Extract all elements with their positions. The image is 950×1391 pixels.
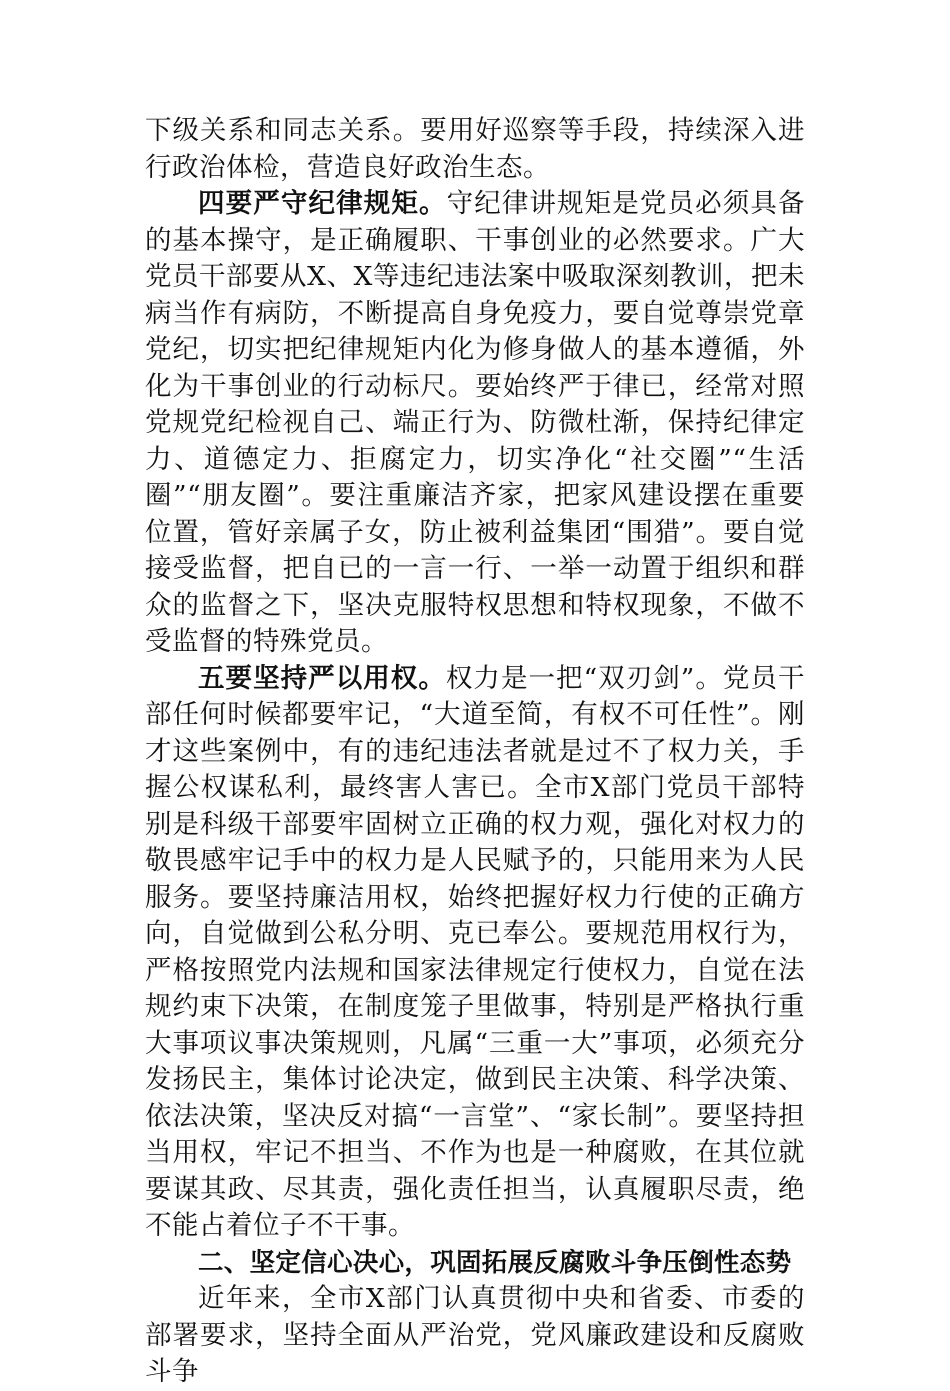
section-5-lead: 五要坚持严以用权。 (198, 662, 446, 694)
paragraph-section-4 (145, 186, 805, 661)
section-5-body: 权力是一把“双刃剑”。党员干部任何时候都要牢记，“大道至简，有权不可任性”。刚才这些案例中，有的违纪违法者就是过不了权力关，手握公权谋私利，最终害人害已。全市X部门党员干部特别是科级干部要牢固树立正确的权力观，强化对权力的敬畏感牢记手中的权力是人民赋予的，只能用来为人民服务。要坚持廉洁用权，始终把握好权力行使的正确方向，自觉做到公私分明、克已奉公。要规范用权行为，严格按照党内法规和国家法律规定行使权力，自觉在法规约束下决策，在制度笼子里做事，特别是严格执行重大事项议事决策规则，凡属“三重一大”事项，必须充分发扬民主，集体讨论决定，做到民主决策、科学决策、依法决策，坚决反对搞“一言堂”、“家长制”。要坚持担当用权，牢记不担当、不作为也是一种腐败，在其位就要谋其政、尽其责，强化责任担当，认真履职尽责，绝不能占着位子不干事。 (145, 662, 805, 1241)
document-page (145, 113, 805, 1391)
paragraph-last: 近年来，全市X部门认真贯彻中央和省委、市委的部署要求，坚持全面从严治党，党风廉政建设和反腐败斗争 (145, 1283, 805, 1387)
section-4-body: 守纪律讲规矩是党员必须具备的基本操守，是正确履职、干事创业的必然要求。广大党员干部要从X、X等违纪违法案中吸取深刻教训，把未病当作有病防，不断提高自身免疫力，要自觉尊崇党章党纪，切实把纪律规矩内化为修身做人的基本遵循，外化为干事创业的行动标尺。要始终严于律已，经常对照党规党纪检视自己、端正行为、防微杜渐，保持纪律定力、道德定力、拒腐定力，切实净化“社交圈”“生活圈”“朋友圈”。要注重廉洁齐家，把家风建设摆在重要位置，管好亲属子女，防止被利益集团“围猎”。要自觉接受监督，把自已的一言一行、一举一动置于组织和群众的监督之下，坚决克服特权思想和特权现象，不做不受监督的特殊党员。 (145, 188, 806, 657)
paragraph-continuation: 下级关系和同志关系。要用好巡察等手段，持续深入进行政治体检，营造良好政治生态。 (145, 115, 805, 183)
paragraph-section-5 (145, 661, 805, 1245)
section-heading-2: 二、坚定信心决心，巩固拓展反腐败斗争压倒性态势 (198, 1247, 792, 1278)
section-4-lead: 四要严守纪律规矩。 (198, 188, 447, 219)
